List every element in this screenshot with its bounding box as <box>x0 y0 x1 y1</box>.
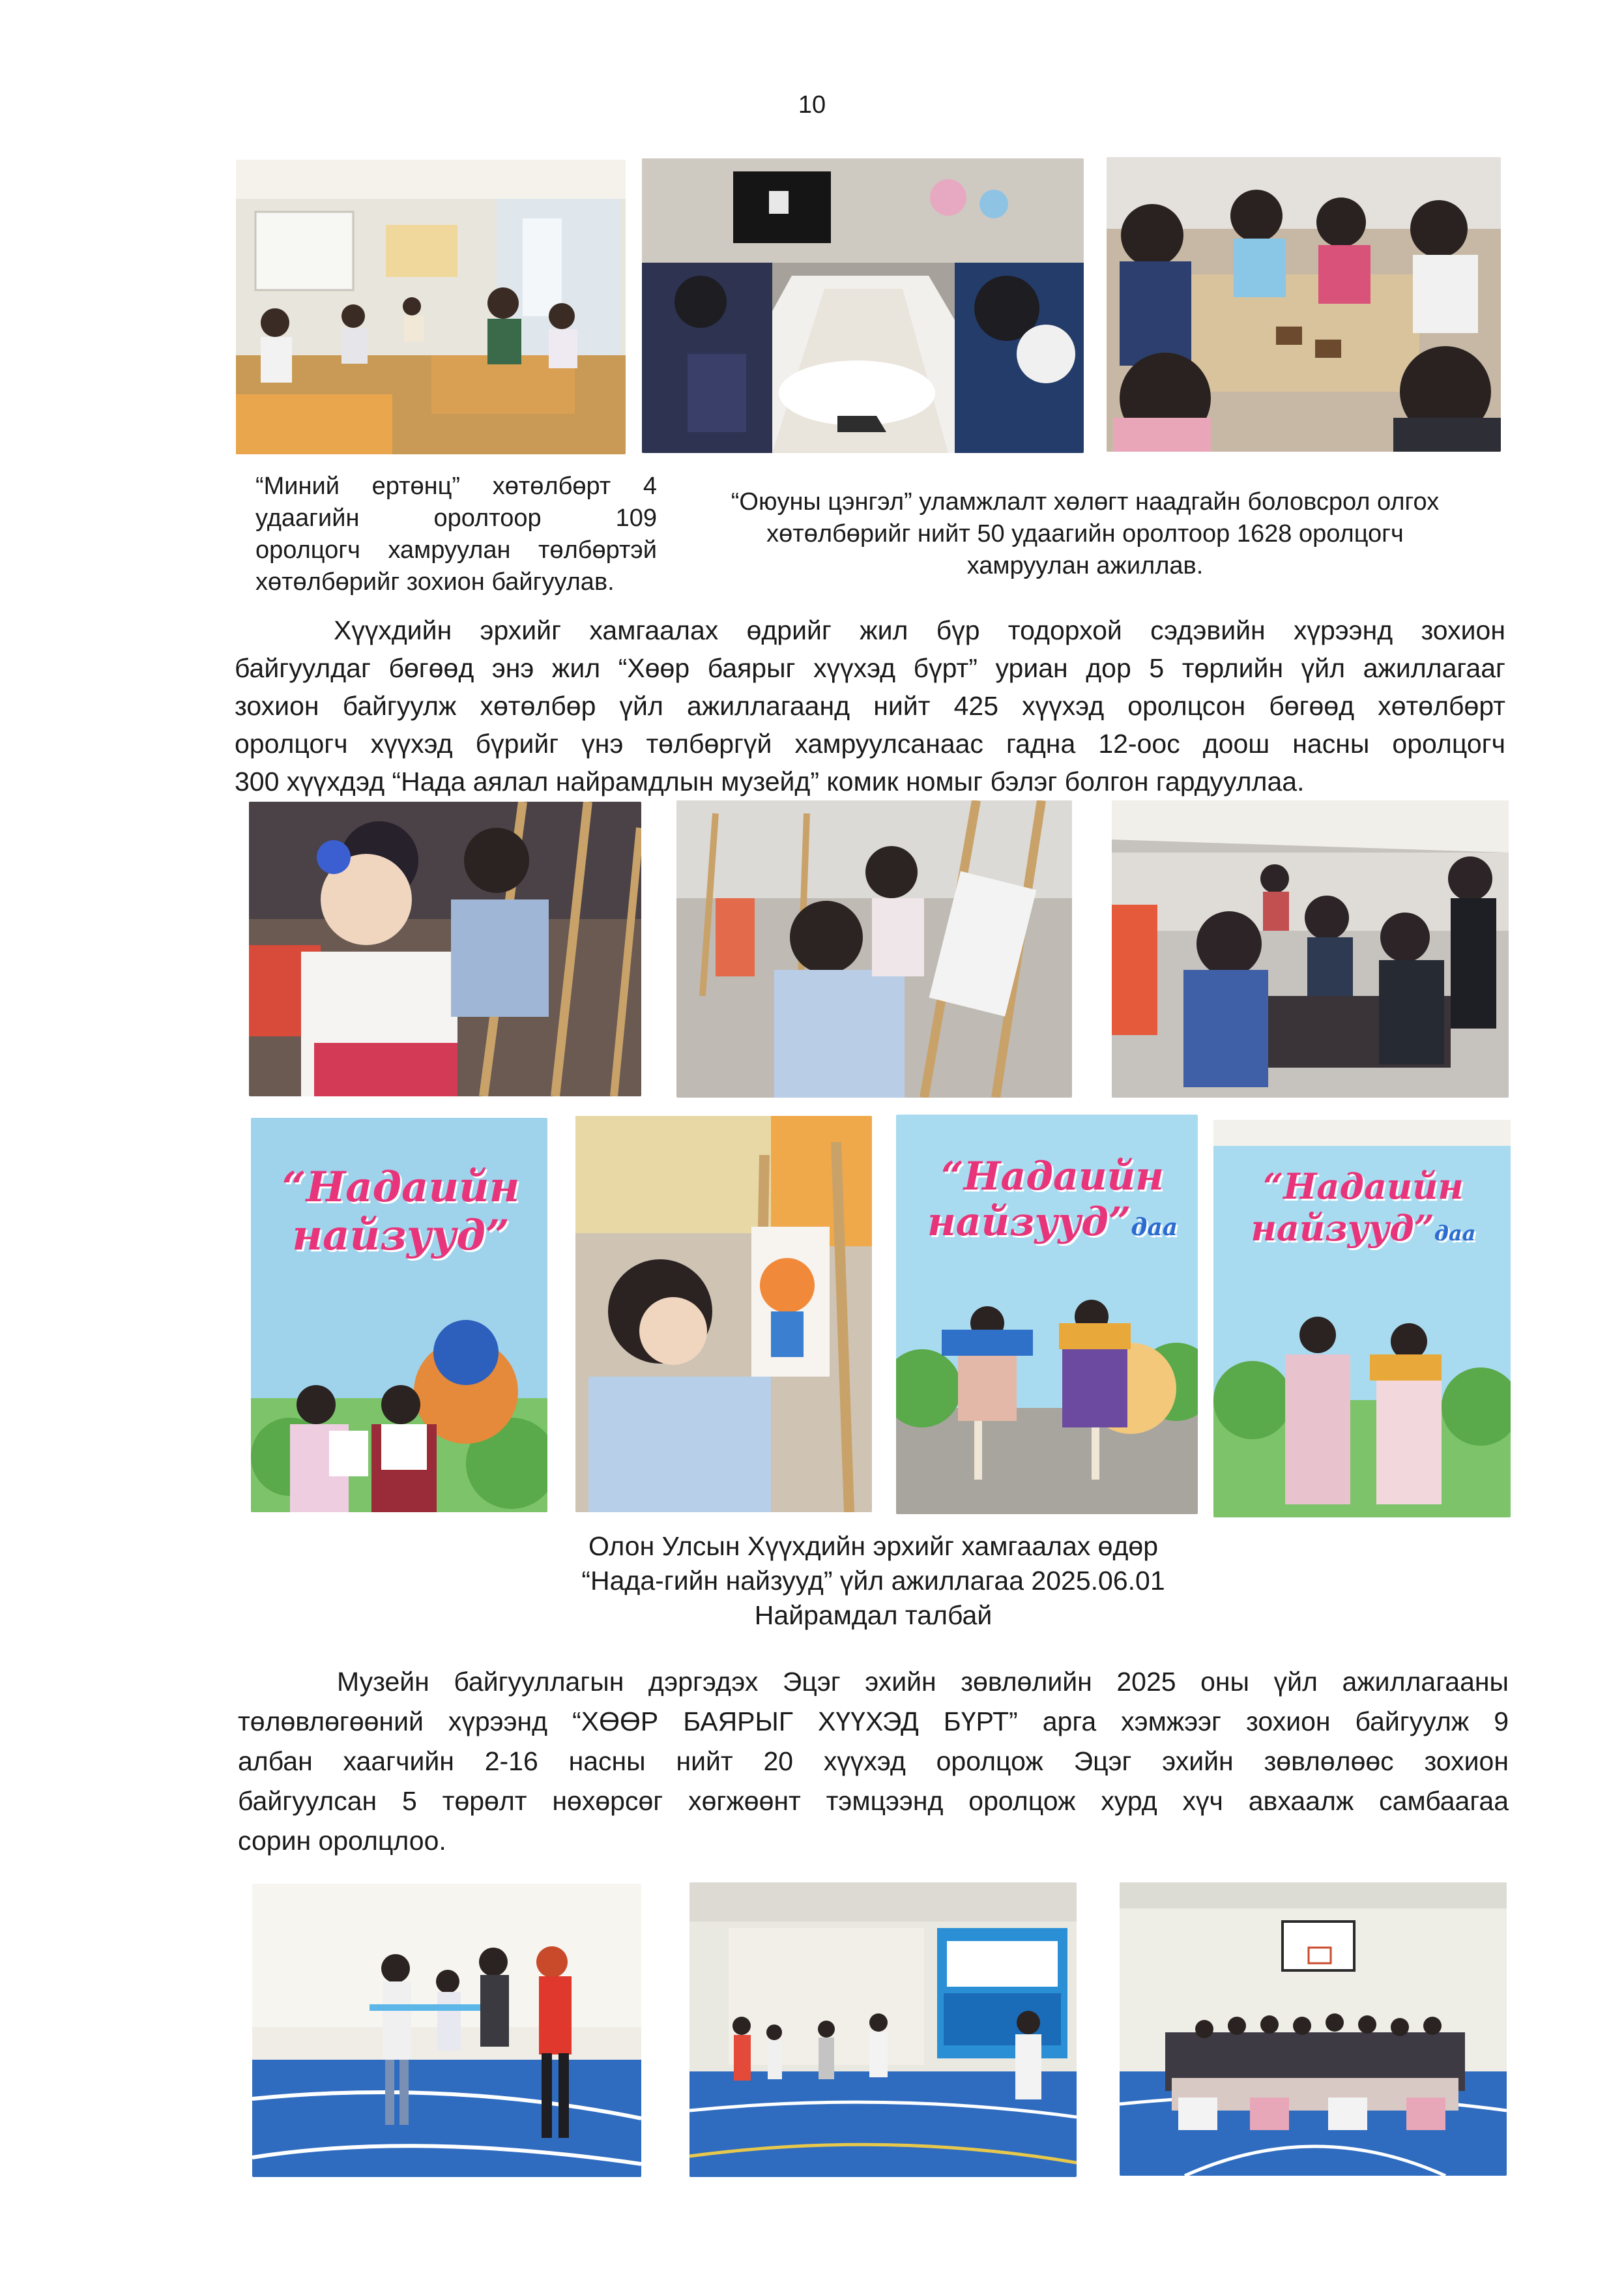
caption-line: Найрамдал талбай <box>754 1600 993 1630</box>
caption-line: хөтөлбөрийг зохион байгуулав. <box>255 568 615 596</box>
photo-girl-drawing-fox <box>575 1116 872 1512</box>
caption-line: “Миний ертөнц” хөтөлбөрт 4 <box>255 473 657 500</box>
caption-line: оролцогч хамруулан төлбөртэй <box>255 536 657 564</box>
photo-family-table <box>1112 800 1509 1098</box>
caption-line: “Оюуны цэнгэл” уламжлалт хөлөгт наадгайн боловсрол олгох <box>731 488 1440 516</box>
poster-title-line <box>1240 1207 1487 1254</box>
photo-gym-group <box>1120 1882 1507 2176</box>
paragraph-line: байгуулсан 5 төрөлт нөхөрсөг хөгжөөнт тэмцээнд оролцож хурд хүч авхаалж самбаагаа <box>238 1786 1509 1816</box>
caption-my-world <box>255 471 657 598</box>
photo-gym-banner <box>689 1882 1077 2177</box>
caption-line: хөтөлбөрийг нийт 50 удаагийн оролтоор 1628 оролцогч <box>766 520 1404 548</box>
poster-title <box>270 1163 531 1260</box>
paragraph-line: Хүүхдийн эрхийг хамгаалах өдрийг жил бүр тодорхой сэдэвийн хүрээнд зохион <box>334 615 1505 645</box>
paragraph-line: оролцогч хүүхэд бүрийг үнэ төлбөргүй хамруулсанаас гадна 12-оос доош насны оролцогч <box>235 729 1505 759</box>
paragraph-children-rights <box>235 611 1505 800</box>
photo-poster-kids-2 <box>896 1115 1198 1514</box>
caption-oyuny-tsengel <box>691 486 1479 582</box>
poster-title-line: найзууд” <box>292 1211 510 1260</box>
paragraph-line: 300 хүүхдэд “Нада аялал найрамдлын музейд” комик номыг бэлэг болгон гардууллаа. <box>235 767 1305 797</box>
poster-title <box>1240 1165 1487 1254</box>
caption-line: “Нада-гийн найзууд” үйл ажиллагаа 2025.06.01 <box>581 1566 1165 1596</box>
photo-poster-kids-3 <box>1213 1120 1511 1517</box>
caption-line: удаагийн оролтоор 109 <box>255 504 657 532</box>
poster-title-suffix: даа <box>1434 1221 1476 1246</box>
caption-line: хамруулан ажиллав. <box>966 552 1204 579</box>
poster-title-line: “Надаийн <box>941 1154 1164 1199</box>
photo-kids-easels <box>676 800 1072 1098</box>
paragraph-line: байгуулдаг бөгөөд энэ жил “Хөөр баярыг хүүхэд бүрт” уриан дор 5 төрлийн үйл ажиллагааг <box>235 653 1505 683</box>
caption-children-day <box>456 1529 1290 1633</box>
poster-title <box>922 1154 1183 1250</box>
poster-title-word: найзууд” <box>927 1199 1131 1245</box>
poster-title-suffix: даа <box>1131 1214 1178 1241</box>
page-number: 10 <box>798 91 826 119</box>
poster-title-line <box>922 1199 1183 1250</box>
paragraph-line: төлөвлөгөөний хүрээнд “ХӨӨР БАЯРЫГ ХҮҮХЭД БҮРТ” арга хэмжээг зохион байгуулж 9 <box>238 1706 1509 1736</box>
photo-classroom <box>236 160 626 454</box>
paragraph-line: Музейн байгууллагын дэргэдэх Эцэг эхийн зөвлөлийн 2025 оны үйл ажиллагааны <box>337 1667 1509 1697</box>
paragraph-line: зохион байгуулж хөтөлбөр үйл ажиллагаанд нийт 425 хүүхэд оролцсон бөгөөд хөтөлбөрт <box>235 691 1505 721</box>
paragraph-line: сорин оролцлоо. <box>238 1826 446 1856</box>
photo-girl-painting <box>249 802 641 1096</box>
paragraph-line: албан хаагчийн 2-16 насны нийт 20 хүүхэд оролцож Эцэг эхийн зөвлөлөөс зохион <box>238 1746 1509 1776</box>
photo-kids-playing-game <box>1107 157 1501 452</box>
photo-poster-kids-1 <box>251 1118 547 1512</box>
paragraph-parents-council <box>238 1662 1509 1861</box>
poster-title-line: “Надаийн <box>282 1163 520 1212</box>
poster-title-line: “Надаийн <box>1263 1165 1464 1207</box>
photo-gym-relay <box>252 1884 641 2177</box>
caption-line: Олон Улсын Хүүхдийн эрхийг хамгаалах өдөр <box>588 1531 1159 1561</box>
poster-title-word: найзууд” <box>1251 1207 1434 1249</box>
photo-board-game-table <box>642 158 1084 453</box>
